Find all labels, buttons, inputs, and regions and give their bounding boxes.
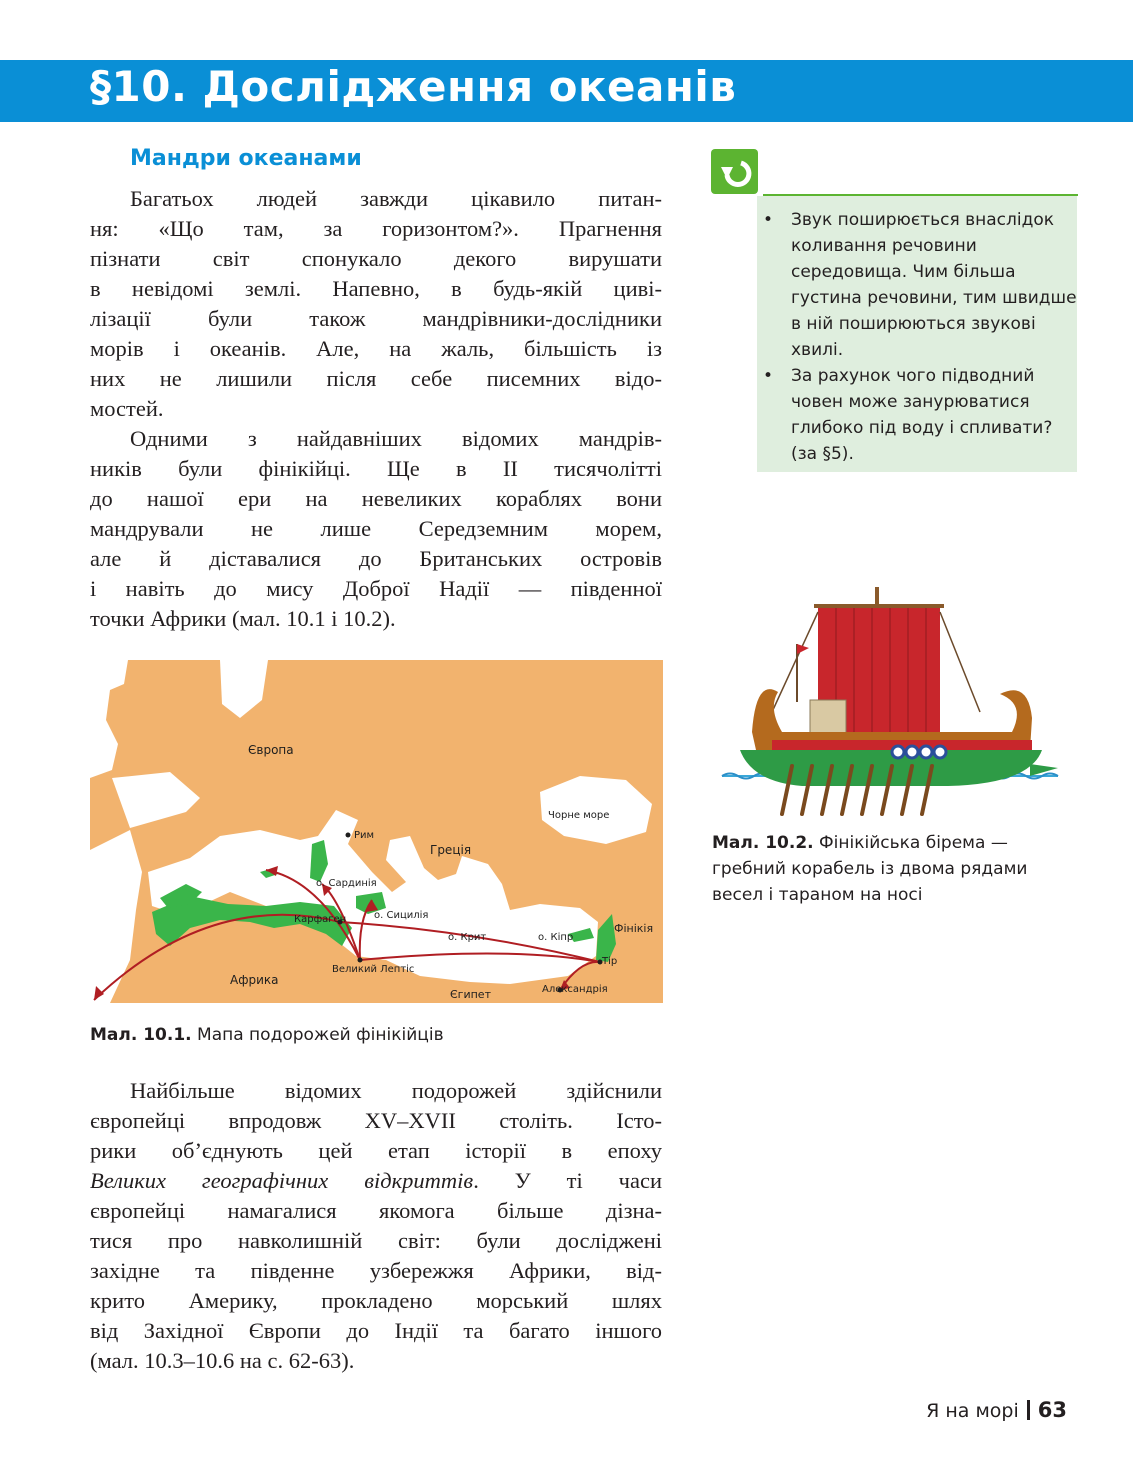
recall-item: • За рахунок чого підводний човен може занурюватися глибоко під воду і спливати? (за §5). [757,363,1077,467]
page-footer [926,1398,1067,1422]
text-line: від Західної Європи до Індії та багато іншого [90,1318,662,1343]
text-line: рики об’єднують цей етап історії в епоху [90,1138,662,1163]
bireme-ship-illustration [712,582,1068,824]
text-line: точки Африки (мал. 10.1 і 10.2). [90,606,396,631]
rome-marker [346,833,351,838]
text-line: західне та південне узбережжя Африки, від- [90,1258,662,1283]
text-line: європейці впродовж XV–XVII століть. Істо- [90,1108,662,1133]
paragraph-3-text [90,1076,662,1376]
text-line: ників були фінікійці. Ще в ІІ тисячолітті [90,456,662,481]
text-line: Багатьох людей завжди цікавило питан- [130,186,662,211]
text-line: до нашої ери на невеликих кораблях вони [90,486,662,511]
figure-caption-2 [712,830,1072,908]
map-label-europe: Європа [248,743,294,757]
text-line: Одними з найдавніших відомих мандрів- [130,426,662,451]
figure-label: Мал. 10.1. [90,1025,192,1045]
text-line: крито Америку, прокладено морський шлях [90,1288,662,1313]
map-label-sicily: о. Сицилія [374,910,429,921]
figure-caption-text: Мапа подорожей фінікійців [191,1025,444,1045]
map-label-tyre: Тір [602,956,618,967]
text-line: них не лишили після себе писемних відо- [90,366,662,391]
text-line: тися про навколишній світ: були досліджені [90,1228,662,1253]
leptis-marker [358,958,363,963]
title-bar [0,60,1133,122]
text-line: Найбільше відомих подорожей здійснили [130,1078,662,1103]
map-label-greece: Греція [430,843,472,857]
text-line: лізації були також мандрівники-дослідники [90,306,662,331]
map-label-phoenicia: Фінікія [614,922,654,935]
paragraph-2 [90,424,662,634]
page-number: 63 [1037,1398,1067,1422]
text-line: ня: «Що там, за горизонтом?». Прагнення [90,216,662,241]
map-label-africa: Африка [230,973,279,987]
map-label-alexandria: Александрія [542,984,608,995]
section-subtitle: Мандри океанами [130,146,362,171]
recall-list [757,207,1077,467]
recall-item: • Звук поширюється внаслідок коливання речовини середовища. Чим більша густина речовини, тим швидше в ній поширюються звукові хвилі. [757,207,1077,363]
paragraph-2-text [90,424,662,634]
text-line: (мал. 10.3–10.6 на с. 62-63). [90,1348,355,1373]
footer-separator [1027,1400,1030,1420]
paragraph-1-text [90,184,662,424]
page-title: §10. Дослідження океанів [90,62,737,111]
map-label-sardinia: о. Сардинія [316,878,377,889]
text-line: пізнати світ спонукало декого вирушати [90,246,662,271]
text-line: Великих географічних відкриттів. У ті часи [90,1168,662,1193]
text-line: морів і океанів. Але, на жаль, більшість із [90,336,662,361]
map-label-cyprus: о. Кіпр [538,932,574,943]
map-label-leptis: Великий Лептіс [332,964,415,975]
text-line: європейці намагалися якомога більше дізна- [90,1198,662,1223]
text-line: і навіть до мису Доброї Надії — південної [90,576,662,601]
text-line: мостей. [90,396,164,421]
map-label-carthage: Карфаген [294,914,347,925]
text-line: мандрували не лише Середземним морем, [90,516,662,541]
map-label-rome: Рим [354,830,375,841]
figure-caption-1 [90,1022,444,1048]
figure-label: Мал. 10.2. [712,833,814,853]
map-label-egypt: Єгипет [450,988,491,1001]
italic-term: Великих географічних відкриттів [90,1168,474,1193]
text-line: але й діставалися до Британських островів [90,546,662,571]
recall-arrow-icon [711,149,758,194]
map-label-crete: о. Крит [448,932,487,943]
phoenician-routes-map [90,660,663,1003]
paragraph-3 [90,1076,662,1376]
paragraph-1 [90,184,662,424]
footer-section: Я на морі [926,1400,1019,1422]
map-label-black-sea: Чорне море [548,810,610,821]
text-line: в невідомі землі. Напевно, в будь-якій циві- [90,276,662,301]
figure-caption-text: Фінікійська бірема — гребний корабель із двома рядами весел і тараном на носі [712,833,1028,905]
